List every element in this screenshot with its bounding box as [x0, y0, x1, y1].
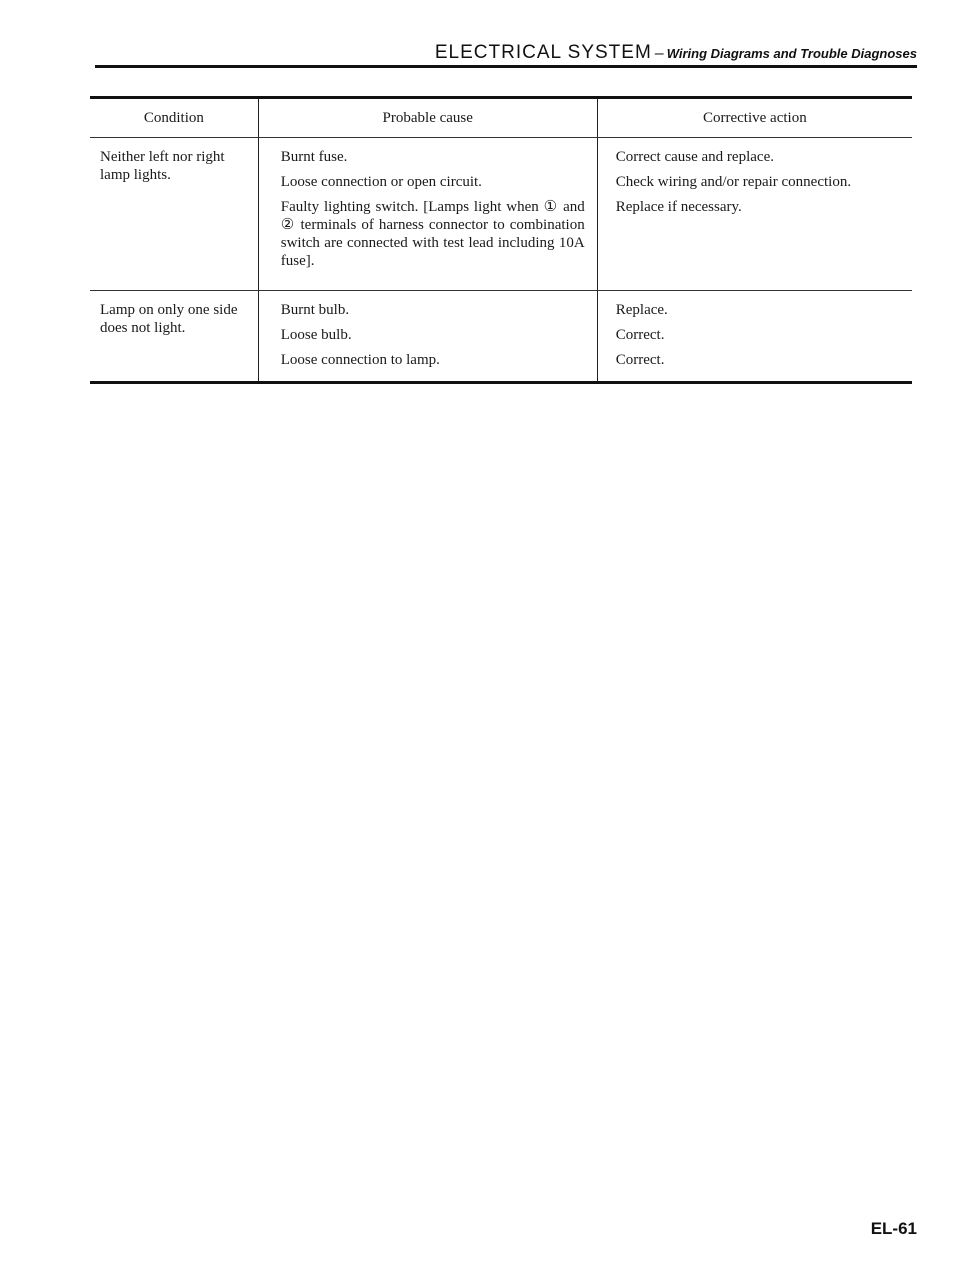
trouble-diagnosis-table [90, 96, 912, 384]
action-item: Correct. [615, 352, 665, 368]
cause-item: Loose connection to lamp. [280, 352, 440, 368]
cause-item: Burnt bulb. [280, 302, 350, 318]
probable-cause-cell [258, 138, 597, 291]
action-item: Replace if necessary. [615, 199, 742, 215]
page-header [95, 42, 917, 64]
condition-text: Lamp on only one side does not light. [100, 302, 238, 336]
table-header-row [90, 98, 912, 138]
column-header-condition: Condition [90, 98, 258, 138]
action-item: Correct cause and replace. [615, 149, 774, 165]
header-dash: – [654, 45, 664, 62]
column-header-corrective-action: Corrective action [597, 98, 912, 138]
cause-item: Loose bulb. [280, 327, 352, 343]
action-item: Check wiring and/or repair connection. [615, 174, 852, 190]
condition-text: Neither left nor right lamp lights. [100, 149, 225, 183]
condition-cell [90, 138, 258, 291]
table-row [90, 291, 912, 383]
cause-item: Faulty lighting switch. [Lamps light when ① and ② terminals of harness connector to combination switch are connected with test lead including 10A fuse]. [280, 199, 585, 269]
cause-item: Loose connection or open circuit. [280, 174, 482, 190]
column-header-probable-cause: Probable cause [258, 98, 597, 138]
page-number: EL-61 [870, 1219, 917, 1238]
probable-cause-cell [258, 291, 597, 383]
corrective-action-cell [597, 138, 912, 291]
condition-cell [90, 291, 258, 383]
section-title: ELECTRICAL SYSTEM [434, 42, 652, 63]
section-subtitle: Wiring Diagrams and Trouble Diagnoses [666, 46, 917, 61]
cause-item: Burnt fuse. [280, 149, 348, 165]
action-item: Correct. [615, 327, 665, 343]
corrective-action-cell [597, 291, 912, 383]
header-rule [95, 65, 917, 68]
table-row [90, 138, 912, 291]
action-item: Replace. [615, 302, 668, 318]
